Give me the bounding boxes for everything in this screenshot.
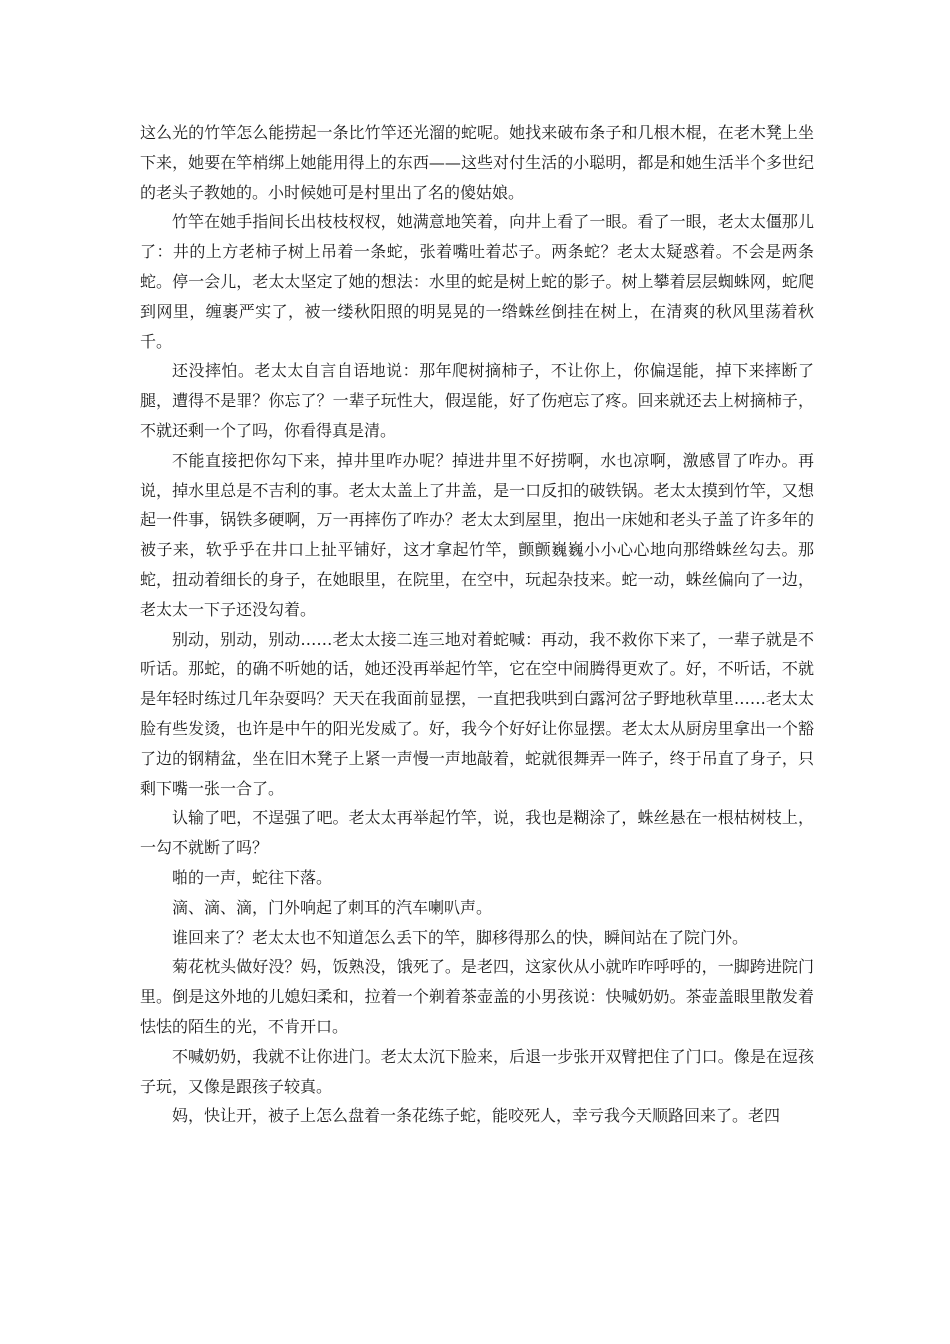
paragraph: 不能直接把你勾下来，掉井里咋办呢？掉进井里不好捞啊，水也凉啊，激感冒了咋办。再说，掉水里总是不吉利的事。老太太盖上了井盖，是一口反扣的破铁锅。老太太摸到竹竿，又想起一件事，锅铁多硬啊，万一再摔伤了咋办？老太太到屋里，抱出一床她和老头子盖了许多年的被子来，软乎乎在井口上扯平铺好，这才拿起竹竿，颤颤巍巍小小心心地向那绺蛛丝勾去。那蛇，扭动着细长的身子，在她眼里，在院里，在空中，玩起杂技来。蛇一动，蛛丝偏向了一边，老太太一下子还没勾着。 xyxy=(140,450,814,619)
document-body xyxy=(140,118,814,1131)
paragraph: 竹竿在她手指间长出枝枝杈杈，她满意地笑着，向井上看了一眼。看了一眼，老太太僵那儿了：井的上方老柿子树上吊着一条蛇，张着嘴吐着芯子。两条蛇？老太太疑惑着。不会是两条蛇。停一会儿，老太太坚定了她的想法：水里的蛇是树上蛇的影子。树上攀着层层蜘蛛网，蛇爬到网里，缠裹严实了，被一缕秋阳照的明晃晃的一绺蛛丝倒挂在树上，在清爽的秋风里荡着秋千。 xyxy=(140,212,814,351)
paragraph: 这么光的竹竿怎么能捞起一条比竹竿还光溜的蛇呢。她找来破布条子和几根木棍，在老木凳上坐下来，她要在竿梢绑上她能用得上的东西——这些对付生活的小聪明，都是和她生活半个多世纪的老头子教她的。小时候她可是村里出了名的傻姑娘。 xyxy=(140,123,814,202)
paragraph: 啪的一声，蛇往下落。 xyxy=(172,867,333,887)
paragraph: 别动，别动，别动……老太太接二连三地对着蛇喊：再动，我不救你下来了，一辈子就是不听话。那蛇，的确不听她的话，她还没再举起竹竿，它在空中闹腾得更欢了。好，不听话，不就是年轻时练过几年杂耍吗？天天在我面前显摆，一直把我哄到白露河岔子野地秋草里……老太太脸有些发烫，也许是中午的阳光发威了。好，我今个好好让你显摆。老太太从厨房里拿出一个豁了边的钢精盆，坐在旧木凳子上紧一声慢一声地敲着，蛇就很舞弄一阵子，终于吊直了身子，只剩下嘴一张一合了。 xyxy=(140,629,814,798)
paragraph: 谁回来了？老太太也不知道怎么丢下的竿，脚移得那么的快，瞬间站在了院门外。 xyxy=(172,927,749,947)
paragraph: 滴、滴、滴，门外响起了刺耳的汽车喇叭声。 xyxy=(172,897,493,917)
paragraph: 不喊奶奶，我就不让你进门。老太太沉下脸来，后退一步张开双臂把住了门口。像是在逗孩子玩，又像是跟孩子较真。 xyxy=(140,1046,814,1096)
paragraph: 菊花枕头做好没？妈，饭熟没，饿死了。是老四，这家伙从小就咋咋呼呼的，一脚跨进院门里。倒是这外地的儿媳妇柔和，拉着一个剃着茶壶盖的小男孩说：快喊奶奶。茶壶盖眼里散发着怯怯的陌生的光，不肯开口。 xyxy=(140,957,814,1036)
paragraph: 认输了吧，不逞强了吧。老太太再举起竹竿，说，我也是糊涂了，蛛丝悬在一根枯树枝上，一勾不就断了吗？ xyxy=(140,808,814,858)
paragraph: 妈，快让开，被子上怎么盘着一条花练子蛇，能咬死人，幸亏我今天顺路回来了。老四 xyxy=(172,1106,781,1126)
paragraph: 还没摔怕。老太太自言自语地说：那年爬树摘柿子，不让你上，你偏逞能，掉下来摔断了腿，遭得不是罪？你忘了？一辈子玩性大，假逞能，好了伤疤忘了疼。回来就还去上树摘柿子，不就还剩一个了吗，你看得真是清。 xyxy=(140,361,814,440)
